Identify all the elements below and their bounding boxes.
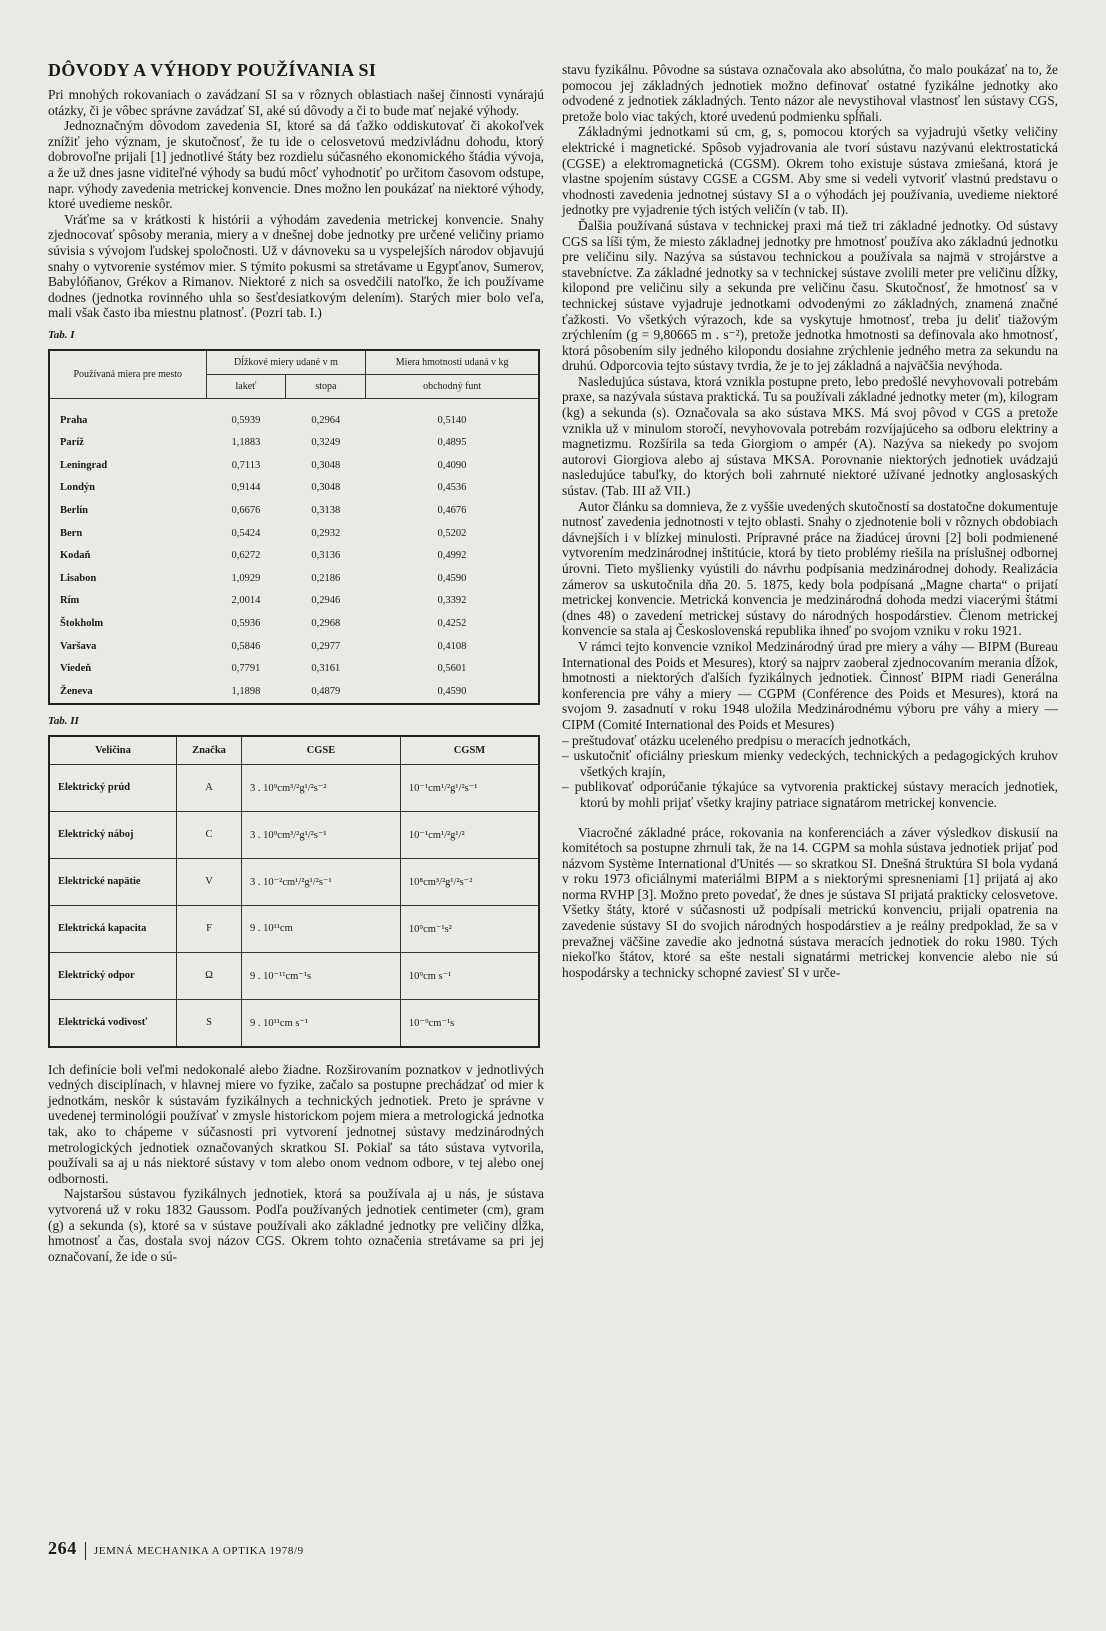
cell-cgse: 3 . 10⁻²cm¹/²g¹/²s⁻¹	[242, 858, 401, 905]
list-item: – preštudovať otázku uceleného predpisu o meracích jednotkách,	[562, 732, 911, 748]
table-row	[49, 398, 539, 431]
journal-name: JEMNÁ MECHANIKA A OPTIKA 1978/9	[93, 1545, 304, 1557]
page-number: 264	[48, 1538, 77, 1558]
cell: 0,4536	[437, 482, 467, 494]
cell: 0,9144	[231, 482, 261, 494]
cell: 0,6676	[231, 505, 261, 517]
cell: 0,4895	[437, 437, 467, 449]
cell-cgsm: 10⁻¹cm¹/²g¹/²s⁻¹	[400, 764, 539, 811]
cell-symbol: A	[177, 764, 242, 811]
cell: 0,4879	[311, 685, 341, 697]
paragraph: Nasledujúca sústava, ktorá vznikla postupne preto, lebo predošlé nevyhovovali potrebám praxe, sa nazývala sústava praktická. Tu sa používali základné jednotky meter (m), kilogram (kg) a sekunda (s). Označovala sa ako sústava MKS. Má svoj pôvod v CGS a pretože vznikla už v minulom storočí, nevyhovovala potrebám rozvíjajúceho sa odboru elektriny a magnetizmu. Rozšírila sa teda Giorgiom o ampér (A). Nazýva sa niekedy po svojom autorovi Giorgiova alebo aj sústava MKSA. Porovnanie niektorých jednotiek uvádzajú nasledujúce tabuľky, do ktorých boli zahrnuté niektoré užívané jednotky anglosaských sústav. (Tab. III až VII.)	[562, 373, 1058, 499]
cell-quantity: Elektrický prúd	[49, 764, 177, 811]
paragraph: Jednoznačným dôvodom zavedenia SI, ktoré sa dá ťažko oddiskutovať či akokoľvek znížiť jeho význam, je skutočnosť, že tu ide o celosvetovú medzivládnu dohodu, ktorý dobrovoľne prijali [1] jednotlivé štáty bez rozdielu súčasného ekonomického štádia vývoja, a že už dnes jasne viditeľné výhody sa budú môcť vyhodnotiť po určitom časovom odstupe, napr. výhody zavedenia metrickej konvencie. Dnes možno len poukázať na niektoré výhody, ktoré uvedieme neskôr.	[48, 118, 544, 212]
table-row	[49, 499, 539, 522]
cell: 0,4590	[437, 685, 467, 697]
cell: 0,3392	[437, 595, 467, 607]
paragraph: V rámci tejto konvencie vznikol Medzinárodný úrad pre miery a váhy — BIPM (Bureau International des Poids et Mesures), ktorý sa najprv zaoberal zjednocovaním merania dĺžok, hmotnosti a niektorých ďalších fyzikálnych jednotiek. Činnosť BIPM riadi Generálna konferencia pre váhy a miery — CGPM (Conférence des Poids et Mesures), ktorá na svojom 9. zasadnutí v roku 1948 uložila Medzinárodnému výboru pre váhy a miery — CIPM (Comité International des Poids et Mesures)	[562, 638, 1058, 732]
paragraph: Najstaršou sústavou fyzikálnych jednotiek, ktorá sa používala aj u nás, je sústava vytvorená už v roku 1832 Gaussom. Podľa používaných jednotiek centimeter (cm), gram (g) a sekunda (s), ktoré sa v sústave používali ako základné jednotky pre veličiny dĺžka, hmotnosť a čas, dostala svoj názov CGS. Okrem tohto označenia stretávame sa pri jej označovaní, že ide o sú-	[48, 1186, 544, 1264]
cell-city: Kodaň	[60, 550, 91, 562]
cell: 1,1898	[231, 685, 261, 697]
table-2	[48, 735, 540, 1048]
cell: 0,3136	[311, 550, 341, 562]
cell: 1,1883	[231, 437, 261, 449]
table-1-label: Tab. I	[48, 328, 75, 341]
paragraph: Viacročné základné práce, rokovania na konferenciách a záver výsledkov diskusií na komitétoch sa postupne zhrnuli tak, že na 14. CGPM sa mohla sústava jednotiek prijať pod názvom Système International d'Unités — so skratkou SI. Dnešná štruktúra SI bola vydaná v roku 1973 oficiálnymi materiálmi BIPM a s niektorými spresneniami [1] prijatá aj ako norma RVHP [3]. Možno preto povedať, že dnes je sústava SI prijatá prakticky celosvetove. Všetky štáty, ktoré v súčasnosti už podpísali metrickú konvenciu, prijali opatrenia na zavedenie sústavy SI do svojich národných hospodárstiev a je reálny predpoklad, že sa v prevažnej väčšine zavedie ako jednotná sústava meracích jednotiek do roku 1980. Tých niekoľko štátov, ktoré sa ešte nestali signatármi metrickej konvencie alebo nie sú hospodársky a technicky schopné zaviesť SI v urče-	[562, 824, 1058, 980]
cell-city: Viedeň	[60, 663, 92, 675]
cell-quantity: Elektrická kapacita	[49, 905, 177, 952]
table-1	[48, 349, 540, 705]
cell: 0,5939	[231, 414, 261, 426]
cell: 0,6272	[231, 550, 261, 562]
cell: 0,3048	[311, 459, 341, 471]
cell-city: Rím	[60, 595, 80, 607]
t1-sub-lakat: lakeť	[206, 374, 286, 398]
page-footer	[48, 1538, 304, 1560]
cell-city: Leningrad	[60, 459, 108, 471]
table-row	[49, 454, 539, 477]
cell-cgsm: 10⁻¹cm¹/²g¹/²	[400, 811, 539, 858]
paragraph: Vráťme sa v krátkosti k histórii a výhodám zavedenia metrickej konvencie. Snahy zjednocovať spôsoby merania, miery a v dnešnej dobe jednotky pre určené veličiny priamo súvisia s vývojom ľudskej spoločnosti. Už v dávnoveku sa u vyspelejších národov objavujú snahy o vytvorenie systémov mier. S týmito pokusmi sa stretávame u Egypťanov, Sumerov, Babylóňanov, Grékov a Rimanov. Niektoré z nich sa osvedčili natoľko, že ich používame dodnes (jednotka rovinného uhla so šesťdesiatkovým delením). Starých mier bolo veľa, mali však často iba miestnu platnosť. (Pozri tab. I.)	[48, 211, 544, 321]
t1-col-length: Dĺžkové miery udané v m	[206, 350, 366, 375]
table-row	[49, 858, 539, 905]
article-title: DÔVODY A VÝHODY POUŽÍVANIA SI	[48, 60, 377, 80]
cell: 0,2946	[311, 595, 341, 607]
cell: 0,7113	[231, 459, 261, 471]
t1-sub-funt: obchodný funt	[366, 374, 539, 398]
table-row	[49, 657, 539, 680]
t1-col-city: Používaná miera pre mesto	[49, 350, 206, 399]
paragraph: stavu fyzikálnu. Pôvodne sa sústava označovala ako absolútna, čo malo poukázať na to, že pomocou jej základných jednotiek možno definovať ostatné fyzikálne jednotky ako odvodené z jednotiek základných. Tento názor ale nevystihoval vlastnosť len sústavy CGS, pretože bolo viac takých, ktoré uvedenú podmienku spĺňali.	[562, 62, 1058, 124]
list-item: – uskutočniť oficiálny prieskum mienky vedeckých, technických a pedagogických kruhov všetkých krajín,	[562, 748, 1058, 779]
table-row	[49, 905, 539, 952]
table-row	[49, 811, 539, 858]
cell-city: Berlín	[60, 505, 88, 517]
cell: 0,5140	[437, 414, 467, 426]
paragraph: Ich definície boli veľmi nedokonalé alebo žiadne. Rozširovaním poznatkov v jednotlivých vedných disciplínach, v hlavnej miere vo fyzike, začalo sa postupne prechádzať od mier k jednotkám, neskôr k sústavám fyzikálnych a technických jednotiek. Preto je správne v uvedenej terminológii používať v zmysle historickom pojem miera a metrologická jednotka tak, ako to chápeme v súčasnosti pri vytvorení jednotnej sústavy medzinárodných metrologických jednotiek označovaných skratkou SI. Pokiaľ sa táto sústava vytvorila, používali sa aj u nás niektoré sústavy v tom alebo onom vednom odbore, v tej alebo onej odbornosti.	[48, 1061, 544, 1186]
cell-city: Štokholm	[60, 618, 104, 630]
t1-sub-stopa: stopa	[286, 374, 366, 398]
cell: 0,3249	[311, 437, 341, 449]
cell: 0,4108	[437, 640, 467, 652]
t2-col-symbol: Značka	[177, 736, 242, 765]
cell-city: Paríž	[60, 437, 84, 449]
cell: 2,0014	[231, 595, 261, 607]
paragraph: Pri mnohých rokovaniach o zavádzaní SI sa v rôznych oblastiach našej činnosti vynárajú otázky, či je vôbec správne zavádzať SI, aké sú dôvody a či to bude mať nejaké výhody.	[48, 87, 544, 118]
cell-cgsm: 10⁹cm s⁻¹	[400, 952, 539, 999]
table-row	[49, 432, 539, 455]
cell: 0,4252	[437, 618, 467, 630]
cell-symbol: Ω	[177, 952, 242, 999]
cell-city: Londýn	[60, 482, 96, 494]
footer-divider	[85, 1542, 86, 1560]
cell: 0,3138	[311, 505, 341, 517]
table-row	[49, 952, 539, 999]
paragraph: Autor článku sa domnieva, že z vyššie uvedených skutočností sa dostatočne dokumentuje nutnosť zavedenia jednotnosti v tejto oblasti. Snahy o zjednotenie boli v rôznych obdobiach dávnejších i v blízkej minulosti. Prípravné práce na žiadúcej úrovni [2] boli podmienené vytvorením medzinárodnej inštitúcie, ktorá by tieto problémy riešila na príslušnej odbornej úrovni. Tieto myšlienky vyústili do návrhu podpísania medzinárodnej dohody. Realizácia zámerov sa uskutočnila dňa 20. 5. 1875, kedy bola podpísaná „Magne charta“ o prijatí metrickej konvencie. Metrická konvencia je medzinárodná dohoda medzi viacerými štátmi (dnes 48) o zavedení metrickej sústavy do národných hospodárstiev. Členom metrickej konvencie sa stala aj Československá republika ihneď po svojom vzniku v roku 1921.	[562, 498, 1058, 639]
table-row	[49, 522, 539, 545]
cell: 0,5601	[437, 663, 467, 675]
table-row	[49, 635, 539, 658]
cell: 0,5202	[437, 527, 467, 539]
cell-symbol: C	[177, 811, 242, 858]
cell: 0,5936	[231, 618, 261, 630]
cell-cgsm: 10⁸cm³/²g¹/²s⁻²	[400, 858, 539, 905]
cell: 0,5846	[231, 640, 261, 652]
paragraph: Ďalšia používaná sústava v technickej praxi má tiež tri základné jednotky. Od sústavy CGS sa líši tým, že miesto základnej jednotky pre hmotnosť používa ako základnú jednotku pre veličinu sily. Nazýva sa sústavou technickou a používala sa najmä v strojárstve a stavebníctve. Za základné jednotky sa v technickej sústave zvolili meter pre veličinu dĺžky, kilopond pre veličinu sily a sekunda pre veličinu času. Skutočnosť, že hmotnosť sa v technickej sústave vyjadruje jednotkami odvodenými zo základných, znamená značné ťažkosti. Vo všetkých výrazoch, kde sa vyskytuje hmotnosť, treba ju deliť tiažovým zrýchlením (g = 9,80665 m . s⁻²), pretože jednotka hmotnosti sa definovala ako hmotnosť, ktorá pôsobením sily jedného kilopondu dosiahne zrýchlenie jedného metra za sekundu na druhú. Odporcovia tejto sústavy tvrdia, že je to jej základná a najväčšia nevýhoda.	[562, 217, 1058, 374]
cell-cgse: 9 . 10¹¹cm	[242, 905, 401, 952]
table-row	[49, 567, 539, 590]
t1-col-mass: Miera hmotnosti udaná v kg	[366, 350, 539, 375]
cell-quantity: Elektrická vodivosť	[49, 999, 177, 1047]
cell-city: Varšava	[60, 640, 97, 652]
cell: 0,4676	[437, 505, 467, 517]
list-item: – publikovať odporúčanie týkajúce sa vytvorenia praktickej sústavy meracích jednotiek, ktorú by mohli prijať všetky krajiny patriace signatárom metrickej konvencie.	[562, 779, 1058, 810]
cell-cgse: 9 . 10⁻¹¹cm⁻¹s	[242, 952, 401, 999]
right-column	[562, 62, 1058, 980]
cell: 0,4992	[437, 550, 467, 562]
cell-quantity: Elektrický odpor	[49, 952, 177, 999]
table-row	[49, 544, 539, 567]
t2-col-cgse: CGSE	[242, 736, 401, 765]
cell-cgse: 3 . 10⁹cm³/²g¹/²s⁻¹	[242, 811, 401, 858]
cell: 0,5424	[231, 527, 261, 539]
left-column	[48, 60, 544, 1264]
table-row	[49, 477, 539, 500]
cell-city: Bern	[60, 527, 83, 539]
cell-symbol: V	[177, 858, 242, 905]
cell: 0,4090	[437, 459, 467, 471]
cell: 0,4590	[437, 572, 467, 584]
t2-col-cgsm: CGSM	[400, 736, 539, 765]
cell: 0,2968	[311, 618, 341, 630]
cell-city: Praha	[60, 414, 88, 426]
table-row	[49, 999, 539, 1047]
table-row	[49, 612, 539, 635]
cell-cgsm: 10⁹cm⁻¹s²	[400, 905, 539, 952]
cell-cgse: 3 . 10⁹cm³/²g¹/²s⁻²	[242, 764, 401, 811]
t1-body	[49, 398, 539, 703]
cell: 0,7791	[231, 663, 261, 675]
table-row	[49, 590, 539, 613]
t2-col-quantity: Veličina	[49, 736, 177, 765]
cell: 0,3161	[311, 663, 341, 675]
cell-cgse: 9 . 10¹¹cm s⁻¹	[242, 999, 401, 1047]
cell-quantity: Elektrický náboj	[49, 811, 177, 858]
table-row	[49, 680, 539, 704]
dash-list	[562, 733, 1058, 811]
cell-quantity: Elektrické napätie	[49, 858, 177, 905]
cell: 0,2977	[311, 640, 341, 652]
cell: 0,2186	[311, 572, 341, 584]
cell-symbol: F	[177, 905, 242, 952]
paragraph: Základnými jednotkami sú cm, g, s, pomocou ktorých sa vyjadrujú všetky veličiny elektrické i magnetické. Spôsob vyjadrovania ale tvorí sústavu nazývanú elektrostatická (CGSE) a elektromagnetická (CGSM). Okrem toho existuje sústava zmiešaná, ktorá je vlastne spojením sústavy CGSE a CGSM. Aby sme si vedeli vytvoriť vlastnú predstavu o vhodnosti zavedenia jednotnej sústavy SI a o výhodách jej používania, uvedieme niektoré jednotky pre vyjadrenie tých istých veličín (v tab. II).	[562, 124, 1058, 218]
table-2-label: Tab. II	[48, 714, 79, 727]
cell: 0,2932	[311, 527, 341, 539]
cell: 0,2964	[311, 414, 341, 426]
cell-city: Ženeva	[60, 685, 93, 697]
table-row	[49, 764, 539, 811]
cell: 0,3048	[311, 482, 341, 494]
cell-symbol: S	[177, 999, 242, 1047]
cell: 1,0929	[231, 572, 261, 584]
cell-city: Lisabon	[60, 572, 97, 584]
cell-cgsm: 10⁻⁹cm⁻¹s	[400, 999, 539, 1047]
